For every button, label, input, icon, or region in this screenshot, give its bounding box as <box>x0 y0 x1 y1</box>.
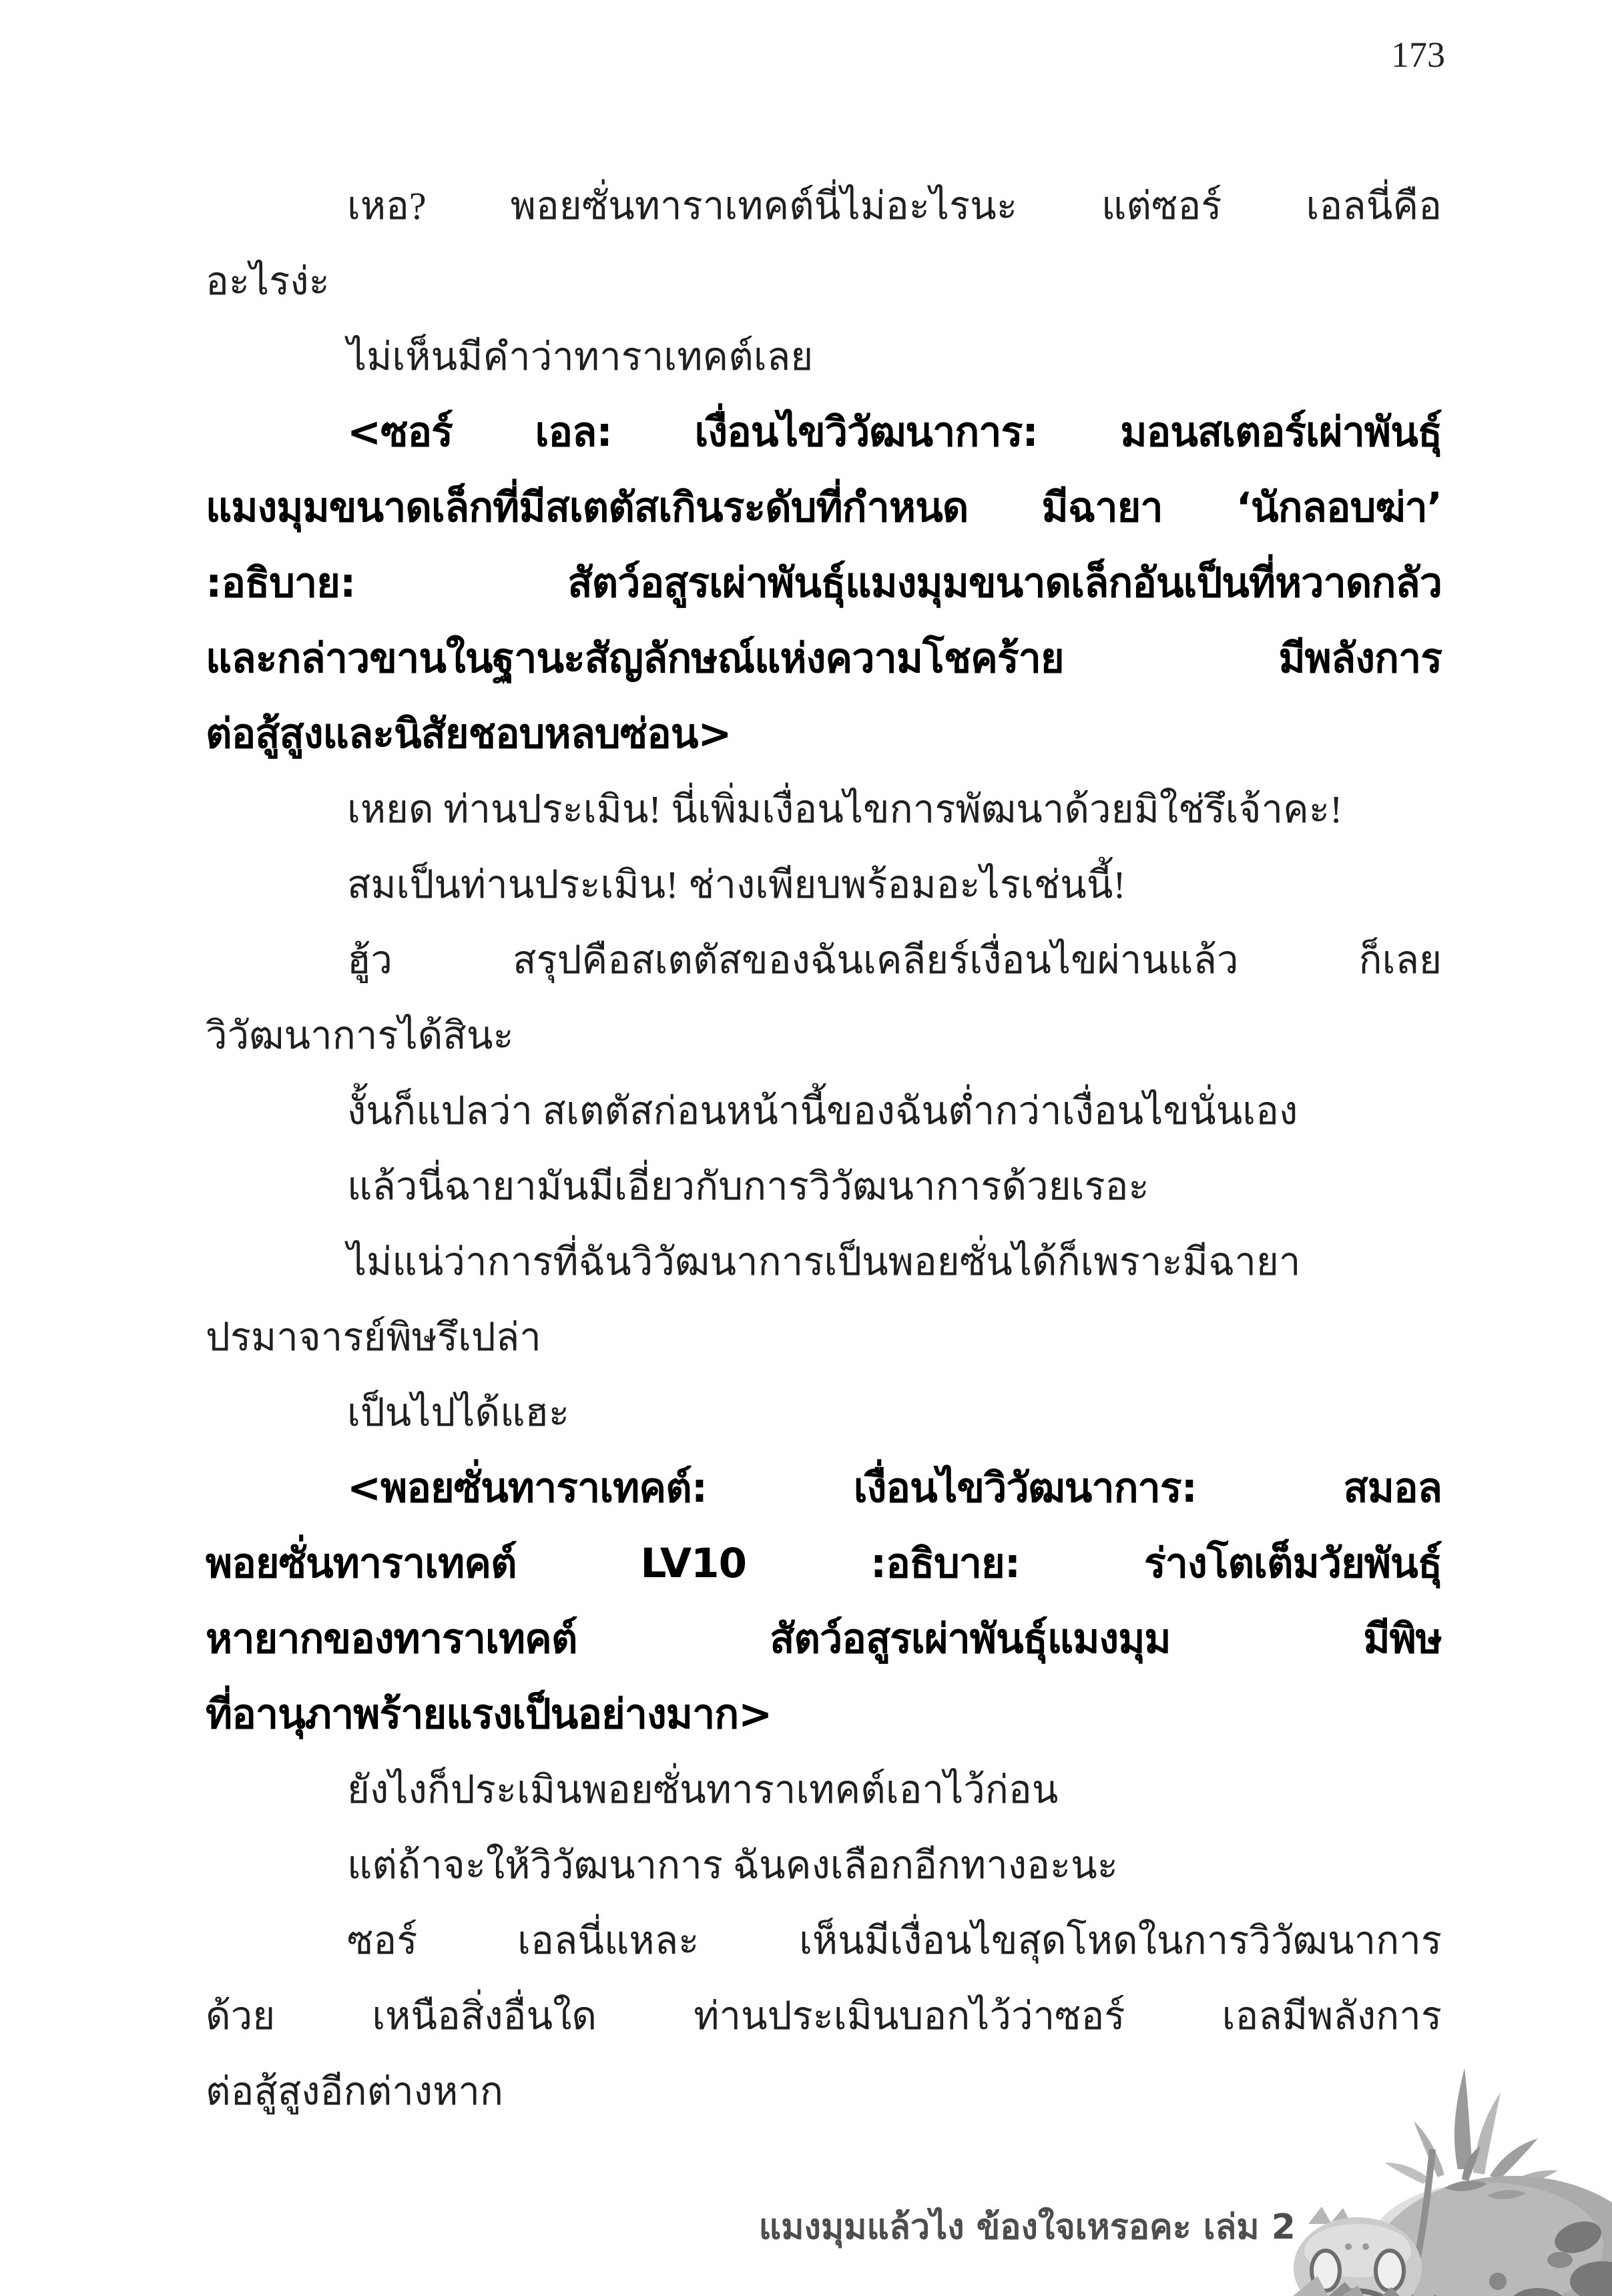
system-message-line: <ซอร์ เอล: เงื่อนไขวิวัฒนาการ: มอนสเตอร์เผ่าพันธุ์ <box>347 408 1442 456</box>
body-line: ยังไงก็ประเมินพอยซั่นทาราเทคต์เอาไว้ก่อน <box>347 1768 1059 1811</box>
system-message-line: แมงมุมขนาดเล็กที่มีสเตตัสเกินระดับที่กำหนด มีฉายา ‘นักลอบฆ่า’ <box>206 484 1442 531</box>
system-message-line: ต่อสู้สูงและนิสัยชอบหลบซ่อน> <box>206 710 732 758</box>
body-line: แล้วนี่ฉายามันมีเอี่ยวกับการวิวัฒนาการด้วยเรอะ <box>347 1165 1149 1208</box>
book-title: แมงมุมแล้วไง ข้องใจเหรอคะ เล่ม 2 <box>758 2207 1296 2247</box>
body-line: ปรมาจารย์พิษรึเปล่า <box>206 1316 541 1359</box>
body-line: แต่ถ้าจะให้วิวัฒนาการ ฉันคงเลือกอีกทางอะนะ <box>347 1843 1118 1887</box>
body-line: ไม่แน่ว่าการที่ฉันวิวัฒนาการเป็นพอยซั่นได้ก็เพราะมีฉายา <box>347 1240 1301 1283</box>
grass-tuft <box>1384 2068 1558 2188</box>
system-message-line: พอยซั่นทาราเทคต์ LV10 :อธิบาย: ร่างโตเต็มวัยพันธุ์ <box>206 1540 1442 1587</box>
body-line: เหยด ท่านประเมิน! นี่เพิ่มเงื่อนไขการพัฒนาด้วยมิใช่รึเจ้าคะ! <box>347 788 1343 831</box>
body-line: ต่อสู้สูงอีกต่างหาก <box>206 2070 504 2113</box>
system-message-line: :อธิบาย: สัตว์อสูรเผ่าพันธุ์แมงมุมขนาดเล็กอันเป็นที่หวาดกลัว <box>206 559 1442 607</box>
body-line: ไม่เห็นมีคำว่าทาราเทคต์เลย <box>347 335 814 378</box>
spider-illustration <box>1290 2056 1612 2296</box>
system-message-line: และกล่าวขานในฐานะสัญลักษณ์แห่งความโชคร้าย มีพลังการ <box>206 635 1442 682</box>
body-line: เหอ? พอยซั่นทาราเทคต์นี่ไม่อะไรนะ แต่ซอร์ เอลนี่คือ <box>347 184 1442 228</box>
body-line: ซอร์ เอลนี่แหละ เห็นมีเงื่อนไขสุดโหดในการวิวัฒนาการ <box>347 1919 1442 1962</box>
system-message-line: <พอยซั่นทาราเทคต์: เงื่อนไขวิวัฒนาการ: สมอล <box>347 1464 1442 1512</box>
body-line: วิวัฒนาการได้สินะ <box>206 1014 514 1057</box>
body-line: อะไรง่ะ <box>206 260 330 303</box>
body-line: เป็นไปได้แฮะ <box>347 1391 570 1434</box>
body-line: สมเป็นท่านประเมิน! ช่างเพียบพร้อมอะไรเช่นนี้! <box>347 863 1126 906</box>
body-line: งั้นก็แปลว่า สเตตัสก่อนหน้านี้ของฉันต่ำกว่าเงื่อนไขนั่นเอง <box>347 1089 1298 1133</box>
footer <box>0 2207 1296 2248</box>
page-number: 173 <box>1391 35 1445 75</box>
system-message-line: ที่อานุภาพร้ายแรงเป็นอย่างมาก> <box>206 1691 772 1738</box>
body-line: ด้วย เหนือสิ่งอื่นใด ท่านประเมินบอกไว้ว่าซอร์ เอลมีพลังการ <box>206 1994 1442 2038</box>
system-message-line: หายากของทาราเทคต์ สัตว์อสูรเผ่าพันธุ์แมงมุม มีพิษ <box>206 1615 1442 1663</box>
body-text <box>206 168 1442 2129</box>
body-line: ฮู้ว สรุปคือสเตตัสของฉันเคลียร์เงื่อนไขผ่านแล้ว ก็เลย <box>347 938 1442 982</box>
